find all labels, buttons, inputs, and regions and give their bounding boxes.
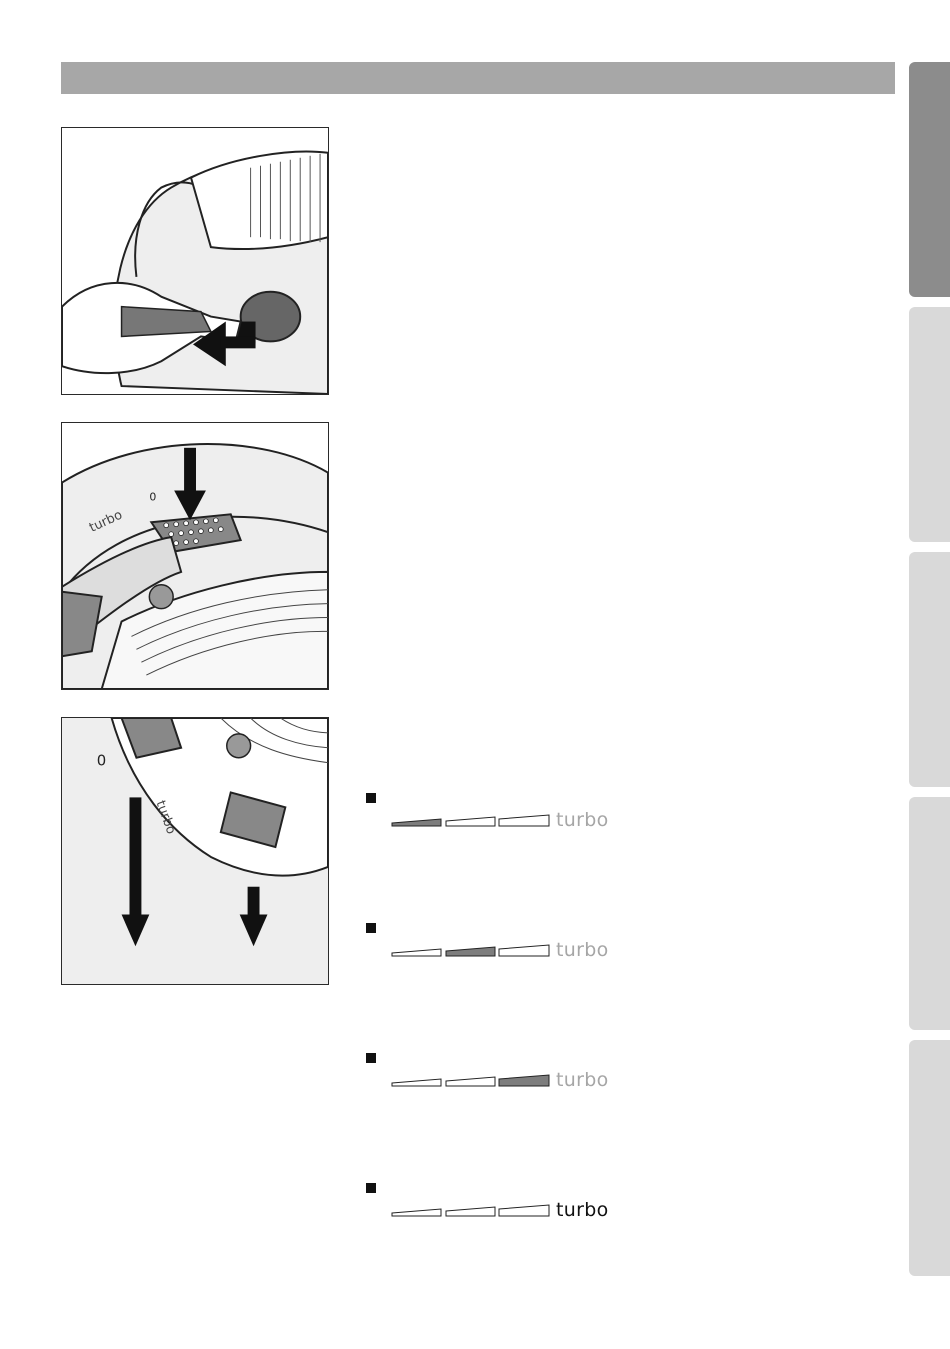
turbo-panel-label: turbo (152, 798, 179, 837)
power-level-segment-3 (498, 943, 551, 973)
turbo-panel-label: turbo (87, 507, 125, 536)
power-level-segment-2 (445, 813, 497, 843)
side-tab-5[interactable] (909, 1040, 950, 1276)
bullet-marker (366, 923, 376, 933)
figure-press-power-button (61, 422, 329, 690)
power-setting-1 (366, 793, 626, 837)
side-tab-1[interactable] (909, 62, 950, 297)
power-level-segment-3 (498, 1073, 551, 1103)
turbo-label: turbo (556, 1069, 609, 1091)
power-symbol-label: 0 (96, 751, 107, 770)
power-level-segment-1 (391, 943, 443, 973)
power-level-segment-3 (498, 1203, 551, 1233)
power-level-segment-1 (391, 1203, 443, 1233)
turbo-label: turbo (556, 809, 609, 831)
power-level-segment-2 (445, 1073, 497, 1103)
side-tab-2[interactable] (909, 307, 950, 542)
figure-slide-power-regulator (61, 717, 329, 985)
power-setting-3 (366, 1053, 626, 1097)
power-level-segment-1 (391, 813, 443, 843)
side-tab-4[interactable] (909, 797, 950, 1030)
slider-illustration-icon (62, 718, 328, 984)
plug-removal-illustration-icon (62, 128, 328, 394)
bullet-marker (366, 1053, 376, 1063)
power-level-segment-2 (445, 943, 497, 973)
power-button-illustration-icon (62, 423, 328, 689)
turbo-label: turbo (556, 1199, 609, 1221)
bullet-marker (366, 793, 376, 803)
power-setting-2 (366, 923, 626, 967)
power-setting-4 (366, 1183, 626, 1227)
section-header-bar (61, 62, 895, 94)
power-level-segment-1 (391, 1073, 443, 1103)
power-level-segment-3 (498, 813, 551, 843)
side-tab-3[interactable] (909, 552, 950, 787)
power-level-segment-2 (445, 1203, 497, 1233)
turbo-label: turbo (556, 939, 609, 961)
power-symbol-label: 0 (149, 490, 157, 504)
bullet-marker (366, 1183, 376, 1193)
figure-unplug-mains-plug (61, 127, 329, 395)
